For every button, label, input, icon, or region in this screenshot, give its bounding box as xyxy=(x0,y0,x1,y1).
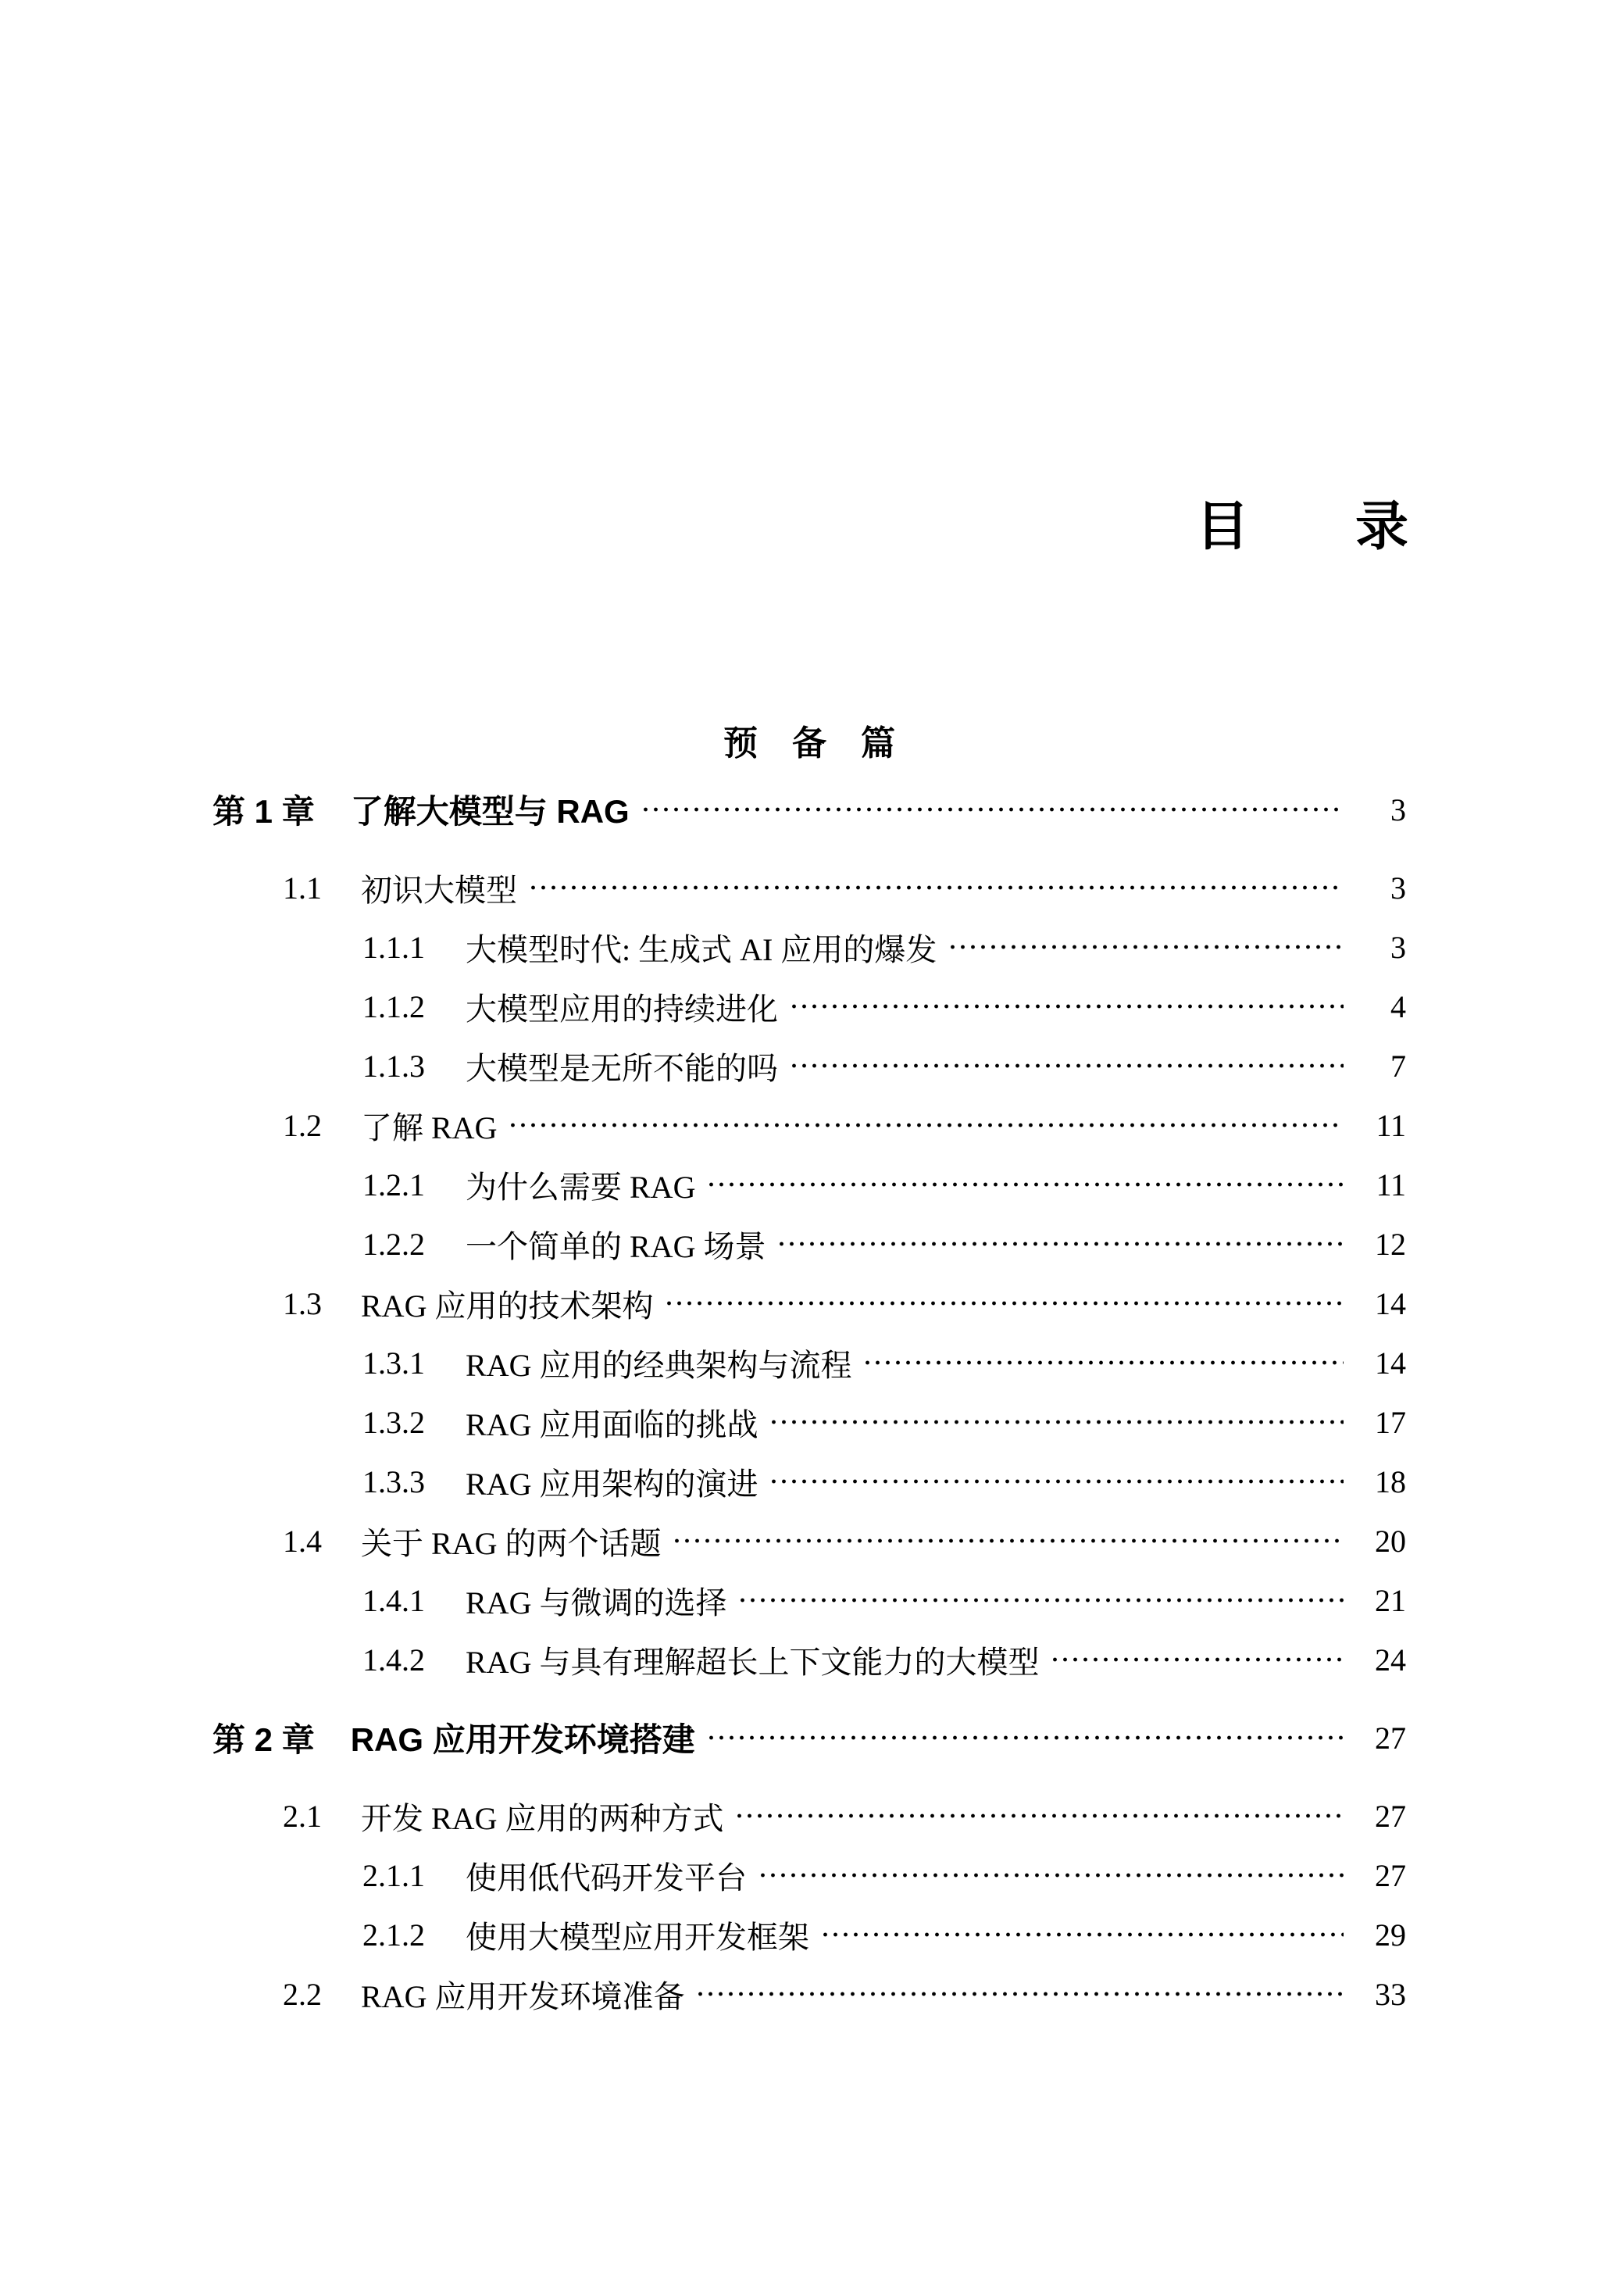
toc-entry xyxy=(212,1214,1406,1274)
entry-title: 使用大模型应用开发框架 xyxy=(466,1919,809,1955)
entry-page-number: 20 xyxy=(1375,1523,1406,1559)
entry-title: RAG 应用的经典架构与流程 xyxy=(466,1347,852,1383)
dot-leader xyxy=(706,1167,1344,1202)
entry-number: 1.2.1 xyxy=(362,1167,425,1202)
dot-leader xyxy=(664,1286,1344,1320)
dot-leader xyxy=(948,930,1344,964)
entry-page-number: 14 xyxy=(1375,1285,1406,1321)
entry-page-number: 18 xyxy=(1375,1463,1406,1499)
entry-page-number: 11 xyxy=(1376,1167,1406,1202)
entry-title: RAG 应用开发环境搭建 xyxy=(350,1721,695,1758)
dot-leader xyxy=(758,1858,1344,1892)
entry-page-number: 27 xyxy=(1375,1720,1406,1756)
entry-title: 初识大模型 xyxy=(361,872,517,908)
dot-leader xyxy=(737,1583,1344,1617)
dot-leader xyxy=(695,1977,1344,2011)
dot-leader xyxy=(776,1227,1344,1261)
toc-entry xyxy=(212,1333,1406,1392)
entry-title: 使用低代码开发平台 xyxy=(466,1860,747,1896)
entry-title: RAG 与微调的选择 xyxy=(466,1585,727,1620)
entry-number: 2.2 xyxy=(283,1976,322,2012)
entry-number: 1.2.2 xyxy=(362,1226,425,1262)
dot-leader xyxy=(672,1524,1344,1558)
toc-entry xyxy=(212,917,1406,977)
entry-title: 一个简单的 RAG 场景 xyxy=(466,1228,766,1264)
toc-entry xyxy=(212,1964,1406,2024)
entry-number: 1.3.3 xyxy=(362,1463,425,1499)
toc-entry xyxy=(212,1095,1406,1155)
toc-entry xyxy=(212,1708,1406,1767)
page-title: 目 录 xyxy=(1195,497,1408,556)
toc-entry xyxy=(212,1630,1406,1689)
entry-page-number: 14 xyxy=(1375,1345,1406,1381)
entry-number: 2.1 xyxy=(283,1798,322,1834)
toc-entry xyxy=(212,1392,1406,1452)
entry-number: 2.1.1 xyxy=(362,1857,425,1893)
entry-page-number: 3 xyxy=(1390,929,1406,965)
toc-entry xyxy=(212,1036,1406,1095)
toc-entry xyxy=(212,1786,1406,1846)
entry-number: 1.4.2 xyxy=(362,1642,425,1678)
dot-leader xyxy=(641,792,1344,827)
entry-title: 了解 RAG xyxy=(361,1109,498,1145)
entry-page-number: 24 xyxy=(1375,1642,1406,1678)
entry-number: 1.3 xyxy=(283,1285,322,1321)
entry-page-number: 21 xyxy=(1375,1582,1406,1618)
dot-leader xyxy=(769,1405,1344,1439)
entry-title: 为什么需要 RAG xyxy=(466,1169,696,1205)
toc-entry xyxy=(212,1511,1406,1570)
entry-page-number: 27 xyxy=(1375,1798,1406,1834)
entry-number: 1.4.1 xyxy=(362,1582,425,1618)
dot-leader xyxy=(1050,1642,1344,1677)
entry-title: 大模型应用的持续进化 xyxy=(466,991,778,1027)
dot-leader xyxy=(769,1464,1344,1499)
entry-page-number: 11 xyxy=(1376,1107,1406,1143)
toc-entry xyxy=(212,1452,1406,1511)
entry-number: 1.4 xyxy=(283,1523,322,1559)
entry-page-number: 27 xyxy=(1375,1857,1406,1893)
entry-number: 1.3.2 xyxy=(362,1404,425,1440)
entry-number: 第 1 章 xyxy=(212,793,315,830)
dot-leader xyxy=(706,1721,1344,1755)
entry-number: 2.1.2 xyxy=(362,1917,425,1953)
entry-number: 1.1 xyxy=(283,870,322,906)
toc-entry xyxy=(212,977,1406,1036)
entry-title: RAG 应用的技术架构 xyxy=(361,1288,654,1324)
entry-title: RAG 应用开发环境准备 xyxy=(361,1978,685,2014)
toc-entry xyxy=(212,1155,1406,1214)
toc-list xyxy=(212,780,1406,2024)
entry-number: 1.2 xyxy=(283,1107,322,1143)
toc-entry xyxy=(212,1274,1406,1333)
entry-title: 大模型时代: 生成式 AI 应用的爆发 xyxy=(466,931,937,967)
toc-entry xyxy=(212,1905,1406,1964)
entry-page-number: 17 xyxy=(1375,1404,1406,1440)
entry-title: 开发 RAG 应用的两种方式 xyxy=(361,1800,724,1836)
toc-entry xyxy=(212,1846,1406,1905)
entry-title: RAG 与具有理解超长上下文能力的大模型 xyxy=(466,1644,1040,1680)
entry-page-number: 12 xyxy=(1375,1226,1406,1262)
toc-entry xyxy=(212,858,1406,917)
entry-page-number: 4 xyxy=(1390,988,1406,1024)
entry-title: 了解大模型与 RAG xyxy=(350,793,630,830)
entry-number: 1.1.1 xyxy=(362,929,425,965)
toc-entry xyxy=(212,1570,1406,1630)
entry-number: 第 2 章 xyxy=(212,1721,315,1758)
entry-title: RAG 应用架构的演进 xyxy=(466,1466,758,1502)
dot-leader xyxy=(734,1799,1344,1833)
entry-page-number: 33 xyxy=(1375,1976,1406,2012)
entry-page-number: 7 xyxy=(1390,1048,1406,1084)
dot-leader xyxy=(528,870,1344,905)
dot-leader xyxy=(820,1917,1344,1952)
entry-number: 1.1.3 xyxy=(362,1048,425,1084)
dot-leader xyxy=(789,1049,1344,1083)
dot-leader xyxy=(862,1345,1344,1380)
entry-number: 1.1.2 xyxy=(362,988,425,1024)
entry-number: 1.3.1 xyxy=(362,1345,425,1381)
entry-title: 关于 RAG 的两个话题 xyxy=(361,1525,662,1561)
entry-title: RAG 应用面临的挑战 xyxy=(466,1406,758,1442)
entry-page-number: 3 xyxy=(1390,791,1406,827)
dot-leader xyxy=(789,989,1344,1024)
entry-page-number: 29 xyxy=(1375,1917,1406,1953)
dot-leader xyxy=(508,1108,1344,1142)
toc-entry xyxy=(212,780,1406,839)
section-heading: 预 备 篇 xyxy=(723,724,895,763)
entry-page-number: 3 xyxy=(1390,870,1406,906)
entry-title: 大模型是无所不能的吗 xyxy=(466,1050,778,1086)
